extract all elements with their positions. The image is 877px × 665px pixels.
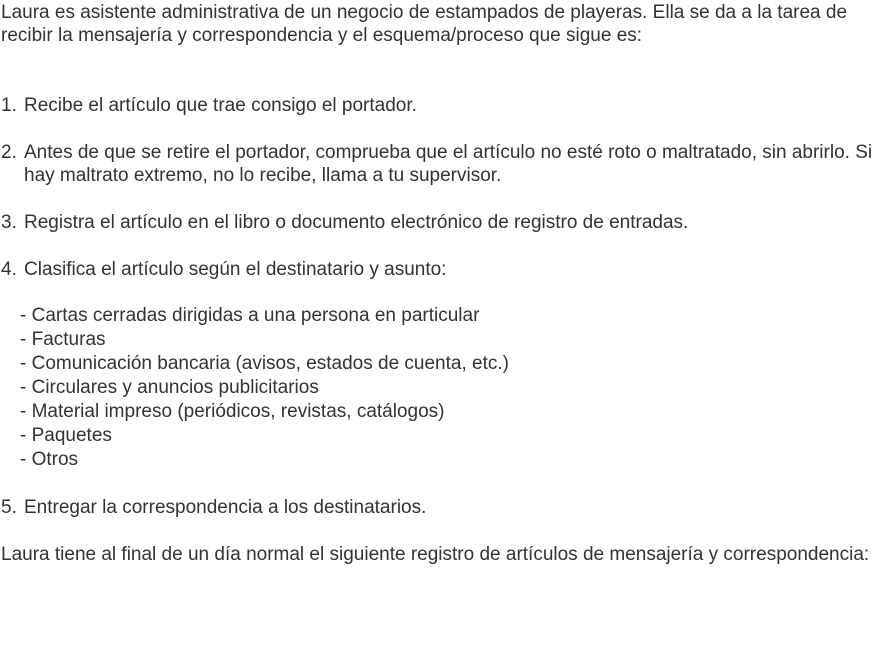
spacer (1, 117, 877, 141)
category-item: - Comunicación bancaria (avisos, estados de cuenta, etc.) (20, 353, 509, 374)
step-2 (1, 141, 874, 187)
step-number: 3. (1, 212, 17, 233)
category-item: - Circulares y anuncios publicitarios (20, 377, 319, 398)
spacer (1, 519, 877, 543)
category-item: - Material impreso (periódicos, revistas, catálogos) (20, 401, 445, 422)
process-steps (1, 94, 877, 543)
step-text: Registra el artículo en el libro o documento electrónico de registro de entradas. (24, 212, 689, 233)
step-number: 1. (1, 95, 17, 116)
spacer (1, 187, 877, 211)
category-item: - Facturas (20, 329, 106, 350)
spacer (1, 281, 877, 304)
step-text: Entregar la correspondencia a los destinatarios. (24, 497, 427, 518)
step-text: Antes de que se retire el portador, comprueba que el artículo no esté roto o maltratado, sin abrirlo. Si hay maltrato extremo, no lo recibe, llama a tu supervisor. (24, 142, 873, 186)
spacer (1, 47, 877, 94)
step-number: 5. (1, 497, 17, 518)
category-list (1, 304, 877, 472)
step-text: Recibe el artículo que trae consigo el portador. (24, 95, 417, 116)
step-number: 2. (1, 142, 17, 163)
step-5 (1, 496, 874, 519)
step-number: 4. (1, 259, 17, 280)
intro-paragraph: Laura es asistente administrativa de un negocio de estampados de playeras. Ella se da a la tarea de recibir la mensajería y correspondencia y el esquema/proceso que sigue es: (1, 2, 848, 46)
category-item: - Cartas cerradas dirigidas a una persona en particular (20, 305, 480, 326)
spacer (1, 472, 877, 496)
step-3 (1, 211, 874, 234)
step-4 (1, 258, 874, 281)
category-item: - Otros (20, 449, 79, 470)
closing-paragraph: Laura tiene al final de un día normal el siguiente registro de artículos de mensajería y correspondencia: (1, 544, 870, 565)
spacer (1, 234, 877, 258)
category-item: - Paquetes (20, 425, 112, 446)
step-1 (1, 94, 874, 117)
step-text: Clasifica el artículo según el destinatario y asunto: (24, 259, 447, 280)
